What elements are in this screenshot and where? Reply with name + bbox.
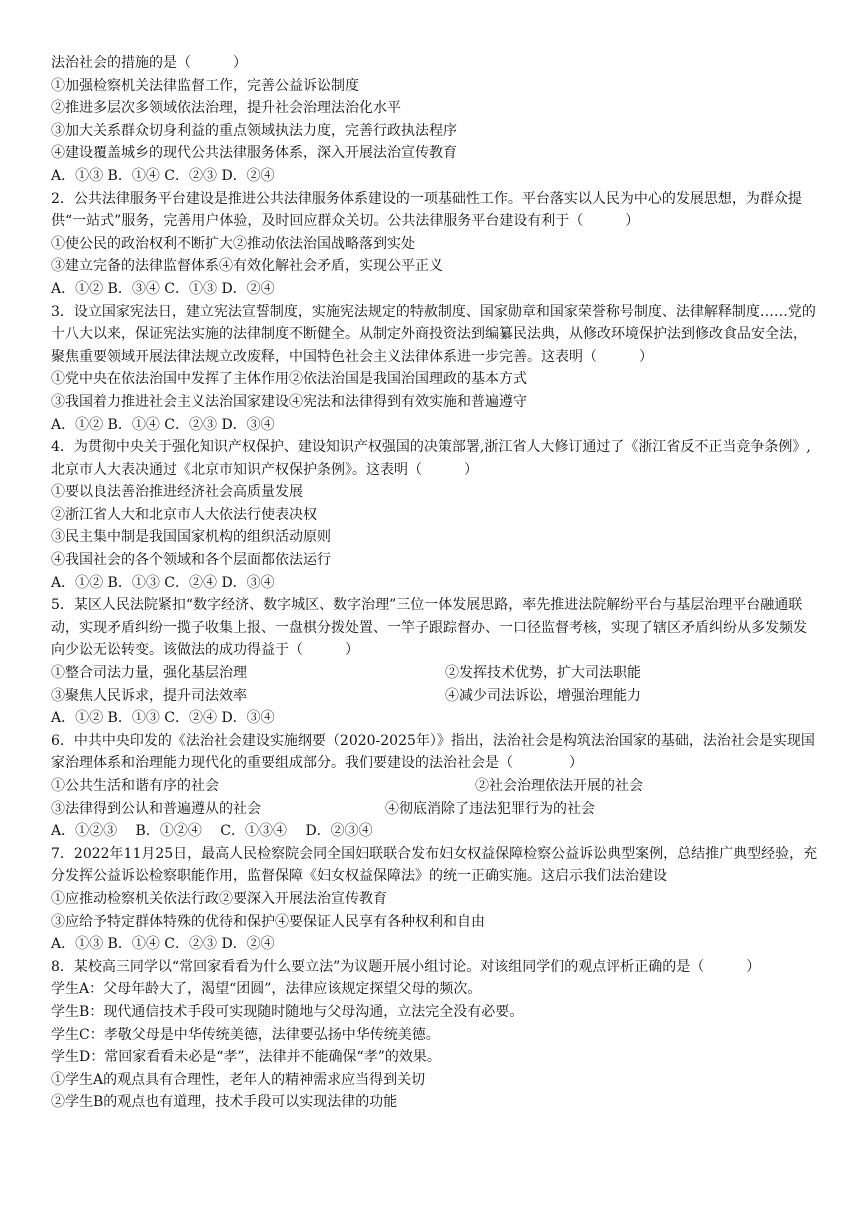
- q8-student-c: 学生C：孝敬父母是中华传统美德，法律要弘扬中华传统美德。: [51, 1026, 440, 1043]
- q6-option-1: ①公共生活和谐有序的社会: [51, 778, 219, 794]
- q1-option-2: ②推进多层次多领域依法治理，提升社会治理法治化水平: [51, 100, 401, 117]
- q8-student-d: 学生D：常回家看看未必是“孝”，法律并不能确保“孝”的效果。: [51, 1049, 441, 1066]
- q7-options-12: ①应推动检察机关依法行政②要深入开展法治宣传教育: [51, 890, 387, 907]
- q2-choices: A．①② B．③④ C．①③ D．②④: [51, 280, 275, 297]
- q8-student-b: 学生B：现代通信技术手段可实现随时随地与父母沟通，立法完全没有必要。: [51, 1003, 524, 1020]
- q6-option-2: ②社会治理依法开展的社会: [475, 778, 643, 794]
- question-5-stem: 5．某区人民法院紧扣“数字经济、数字城区、数字治理”三位一体发展思路，率先推进法院解纷平台与基层治理平台融通联动，实现矛盾纠纷一揽子收集上报、一盘棋分拨处置、一竿子跟踪督办、一口径监督考核，实现了辖区矛盾纠纷从多发频发向少讼无讼转变。该做法的成功得益于（ ）: [51, 597, 807, 659]
- q2-options-34: ③建立完备的法律监督体系④有效化解社会矛盾，实现公平正义: [51, 258, 443, 275]
- q5-option-1: ①整合司法力量，强化基层治理: [51, 665, 247, 682]
- q3-options-12: ①党中央在依法治国中发挥了主体作用②依法治国是我国治国理政的基本方式: [51, 371, 527, 388]
- q7-options-34: ③应给予特定群体特殊的优待和保护④要保证人民享有各种权利和自由: [51, 913, 485, 930]
- question-7-stem: 7．2022年11月25日，最高人民检察院会同全国妇联联合发布妇女权益保障检察公益诉讼典型案例，总结推广典型经验，充分发挥公益诉讼检察职能作用，监督保障《妇女权益保障法》的统一正确实施。这启示我们法治建设: [51, 845, 818, 885]
- question-1-stem-tail: 法治社会的措施的是（ ）: [51, 55, 247, 71]
- q4-choices: A．①② B．①③ C．②④ D．③④: [51, 574, 275, 591]
- q5-option-3: ③聚焦人民诉求，提升司法效率: [51, 687, 247, 704]
- question-2-stem: 2．公共法律服务平台建设是推进公共法律服务体系建设的一项基础性工作。平台落实以人民为中心的发展思想，为群众提供“一站式”服务，完善用户体验，及时回应群众关切。公共法律服务平台建设有利于（ ）: [51, 190, 802, 230]
- question-3-stem: 3．设立国家宪法日，建立宪法宣誓制度，实施宪法规定的特赦制度、国家勋章和国家荣誉称号制度、法律解释制度……党的十八大以来，保证宪法实施的法律制度不断健全。从制定外商投资法到编纂民法典，从修改环境保护法到修改食品安全法，聚焦重要领域开展法律法规立改废释，中国特色社会主义法律体系进一步完善。这表明（ ）: [51, 303, 816, 365]
- q4-option-3: ③民主集中制是我国国家机构的组织活动原则: [51, 529, 331, 546]
- q6-options-row-2: [51, 798, 820, 821]
- q7-choices: A．①③ B．①④ C．②③ D．②④: [51, 936, 275, 953]
- q6-option-4: ④彻底消除了违法犯罪行为的社会: [385, 800, 595, 817]
- q3-choices: A．①② B．①④ C．②③ D．③④: [51, 416, 275, 433]
- q5-options-row-1: [51, 662, 820, 685]
- question-6-stem: 6．中共中央印发的《法治社会建设实施纲要（2020-2025年）》指出，法治社会是构筑法治国家的基础，法治社会是实现国家治理体系和治理能力现代化的重要组成部分。我们要建设的法治社会是（ ）: [51, 732, 815, 772]
- q2-options-12: ①使公民的政治权利不断扩大②推动依法治国战略落到实处: [51, 235, 415, 252]
- q5-option-4: ④减少司法诉讼，增强治理能力: [445, 687, 641, 704]
- q8-option-2: ②学生B的观点也有道理，技术手段可以实现法律的功能: [51, 1094, 398, 1111]
- q1-option-1: ①加强检察机关法律监督工作，完善公益诉讼制度: [51, 77, 359, 94]
- q1-choices: A．①③ B．①④ C．②③ D．②④: [51, 167, 275, 184]
- q4-option-4: ④我国社会的各个领域和各个层面都依法运行: [51, 552, 331, 569]
- q8-option-1: ①学生A的观点具有合理性，老年人的精神需求应当得到关切: [51, 1071, 426, 1088]
- q6-options-row-1: [51, 775, 820, 798]
- q4-option-2: ②浙江省人大和北京市人大依法行使表决权: [51, 506, 317, 523]
- q6-choices: A．①②③ B．①②④ C．①③④ D．②③④: [51, 823, 373, 840]
- q5-choices: A．①② B．①③ C．②④ D．③④: [51, 710, 275, 727]
- q5-option-2: ②发挥技术优势，扩大司法职能: [445, 665, 641, 682]
- q6-option-3: ③法律得到公认和普遍遵从的社会: [51, 800, 261, 817]
- q5-options-row-2: [51, 685, 820, 708]
- question-4-stem: 4．为贯彻中央关于强化知识产权保护、建设知识产权强国的决策部署,浙江省人大修订通过了《浙江省反不正当竞争条例》,北京市人大表决通过《北京市知识产权保护条例》。这表明（ ）: [51, 439, 811, 478]
- q8-student-a: 学生A：父母年龄大了，渴望“团圆”，法律应该规定探望父母的频次。: [51, 981, 482, 998]
- q4-option-1: ①要以良法善治推进经济社会高质量发展: [51, 484, 303, 501]
- q3-options-34: ③我国着力推进社会主义法治国家建设④宪法和法律得到有效实施和普遍遵守: [51, 393, 527, 410]
- q1-option-4: ④建设覆盖城乡的现代公共法律服务体系，深入开展法治宣传教育: [51, 145, 457, 162]
- question-8-stem: 8．某校高三同学以“常回家看看为什么要立法”为议题开展小组讨论。对该组同学们的观点评析正确的是（ ）: [51, 958, 761, 975]
- q1-option-3: ③加大关系群众切身利益的重点领域执法力度，完善行政执法程序: [51, 122, 457, 139]
